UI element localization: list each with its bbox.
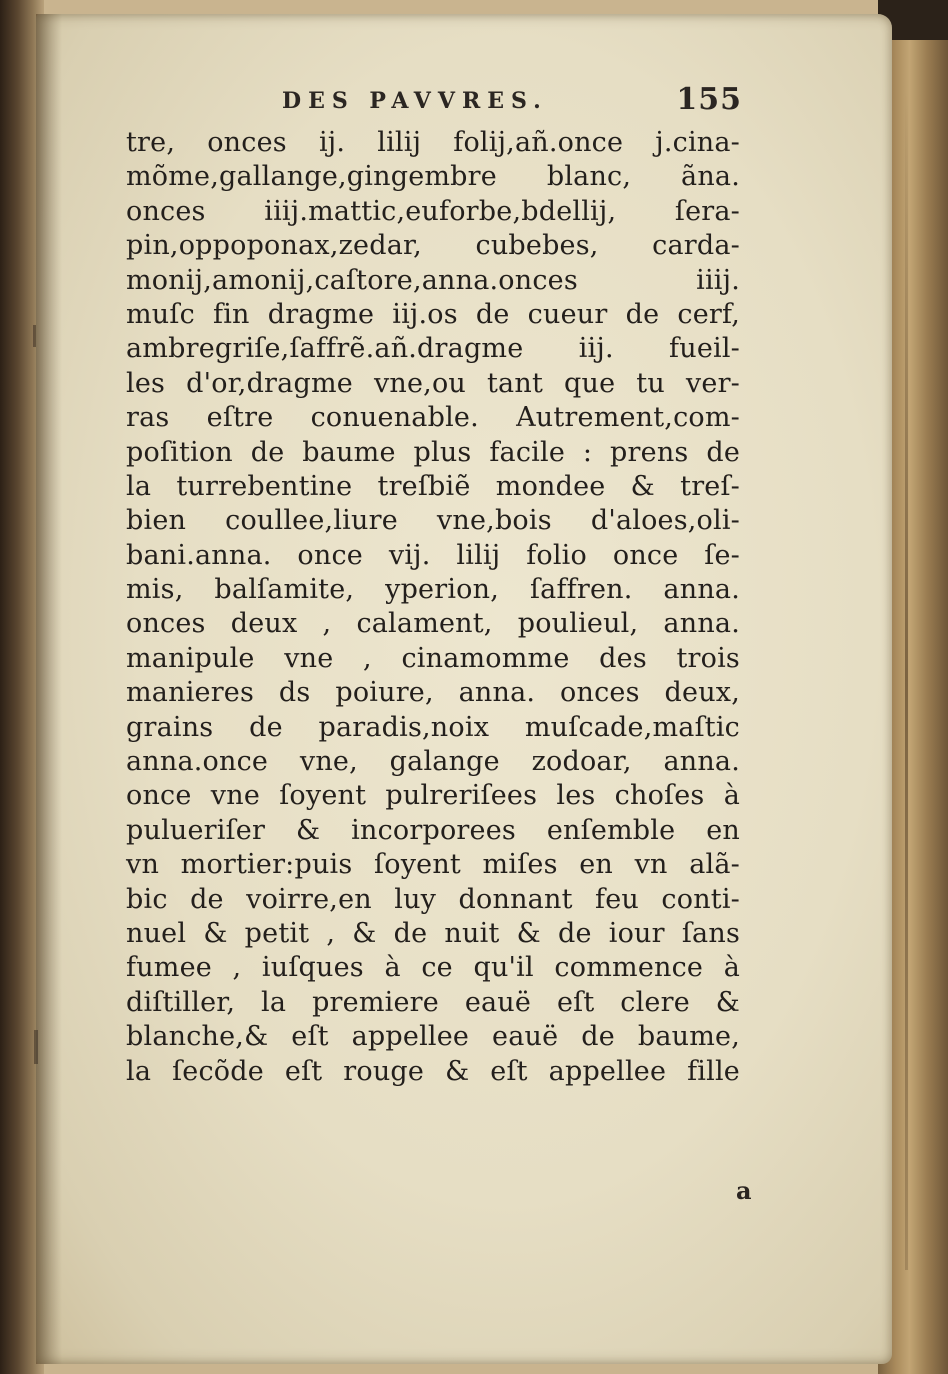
text-line: la ſecõde eſt rouge & eſt appellee fille: [126, 1055, 740, 1087]
page-header: [282, 82, 742, 124]
text-line: fumee , iuſques à ce qu'il commence à: [126, 952, 740, 984]
text-line: les d'or,dragme vne,ou tant que tu ver-: [126, 367, 740, 399]
binding-crack: [905, 90, 908, 1270]
text-line: mis, balſamite, yperion, ſaffren. anna.: [126, 574, 740, 606]
text-line: bani.anna. once vij. lilij folio once ſe-: [126, 539, 740, 571]
text-line: nuel & petit , & de nuit & de iour ſans: [126, 917, 740, 949]
body-text: [126, 126, 740, 1089]
text-line: monij,amonij,caſtore,anna.onces iiij.: [126, 264, 740, 296]
text-line: vn mortier:puis ſoyent miſes en vn alã-: [126, 849, 740, 881]
text-line: manipule vne , cinamomme des trois: [126, 642, 740, 674]
text-line: muſc fin dragme iij.os de cueur de cerf,: [126, 298, 740, 330]
text-line: onces iiij.mattic,euforbe,bdellij, ſera-: [126, 195, 740, 227]
text-line: la turrebentine treſbiẽ mondee & treſ-: [126, 470, 740, 502]
margin-mark: [34, 1030, 38, 1064]
text-line: ambregriſe,ſaffrẽ.añ.dragme iij. fueil-: [126, 333, 740, 365]
text-line: ras eſtre conuenable. Autrement,com-: [126, 402, 740, 434]
text-line: onces deux , calament, poulieul, anna.: [126, 608, 740, 640]
text-line: manieres ds poiure, anna. onces deux,: [126, 677, 740, 709]
text-line: pin,oppoponax,zedar, cubebes, carda-: [126, 230, 740, 262]
text-line: bien coullee,liure vne,bois d'aloes,oli-: [126, 505, 740, 537]
page-number: 155: [676, 82, 742, 117]
text-line: once vne ſoyent pulreriſees les choſes à: [126, 780, 740, 812]
margin-mark: [33, 325, 36, 347]
text-line: pulueriſer & incorporees enſemble en: [126, 814, 740, 846]
catchword: a: [736, 1176, 752, 1205]
text-line: bic de voirre,en luy donnant feu conti-: [126, 883, 740, 915]
running-title: DES PAVVRES.: [282, 88, 548, 114]
text-line: tre, onces ij. lilij folij,añ.once j.cina-: [126, 127, 740, 158]
text-line: diſtiller, la premiere eauë eſt clere &: [126, 986, 740, 1018]
text-line: poſition de baume plus facile : prens de: [126, 436, 740, 468]
text-line: blanche,& eſt appellee eauë de baume,: [126, 1021, 740, 1053]
text-line: grains de paradis,noix muſcade,maſtic: [126, 711, 740, 743]
page-gutter-shadow: [36, 14, 62, 1364]
text-line: anna.once vne, galange zodoar, anna.: [126, 746, 740, 778]
text-line: mõme,gallange,gingembre blanc, ãna.: [126, 161, 740, 193]
